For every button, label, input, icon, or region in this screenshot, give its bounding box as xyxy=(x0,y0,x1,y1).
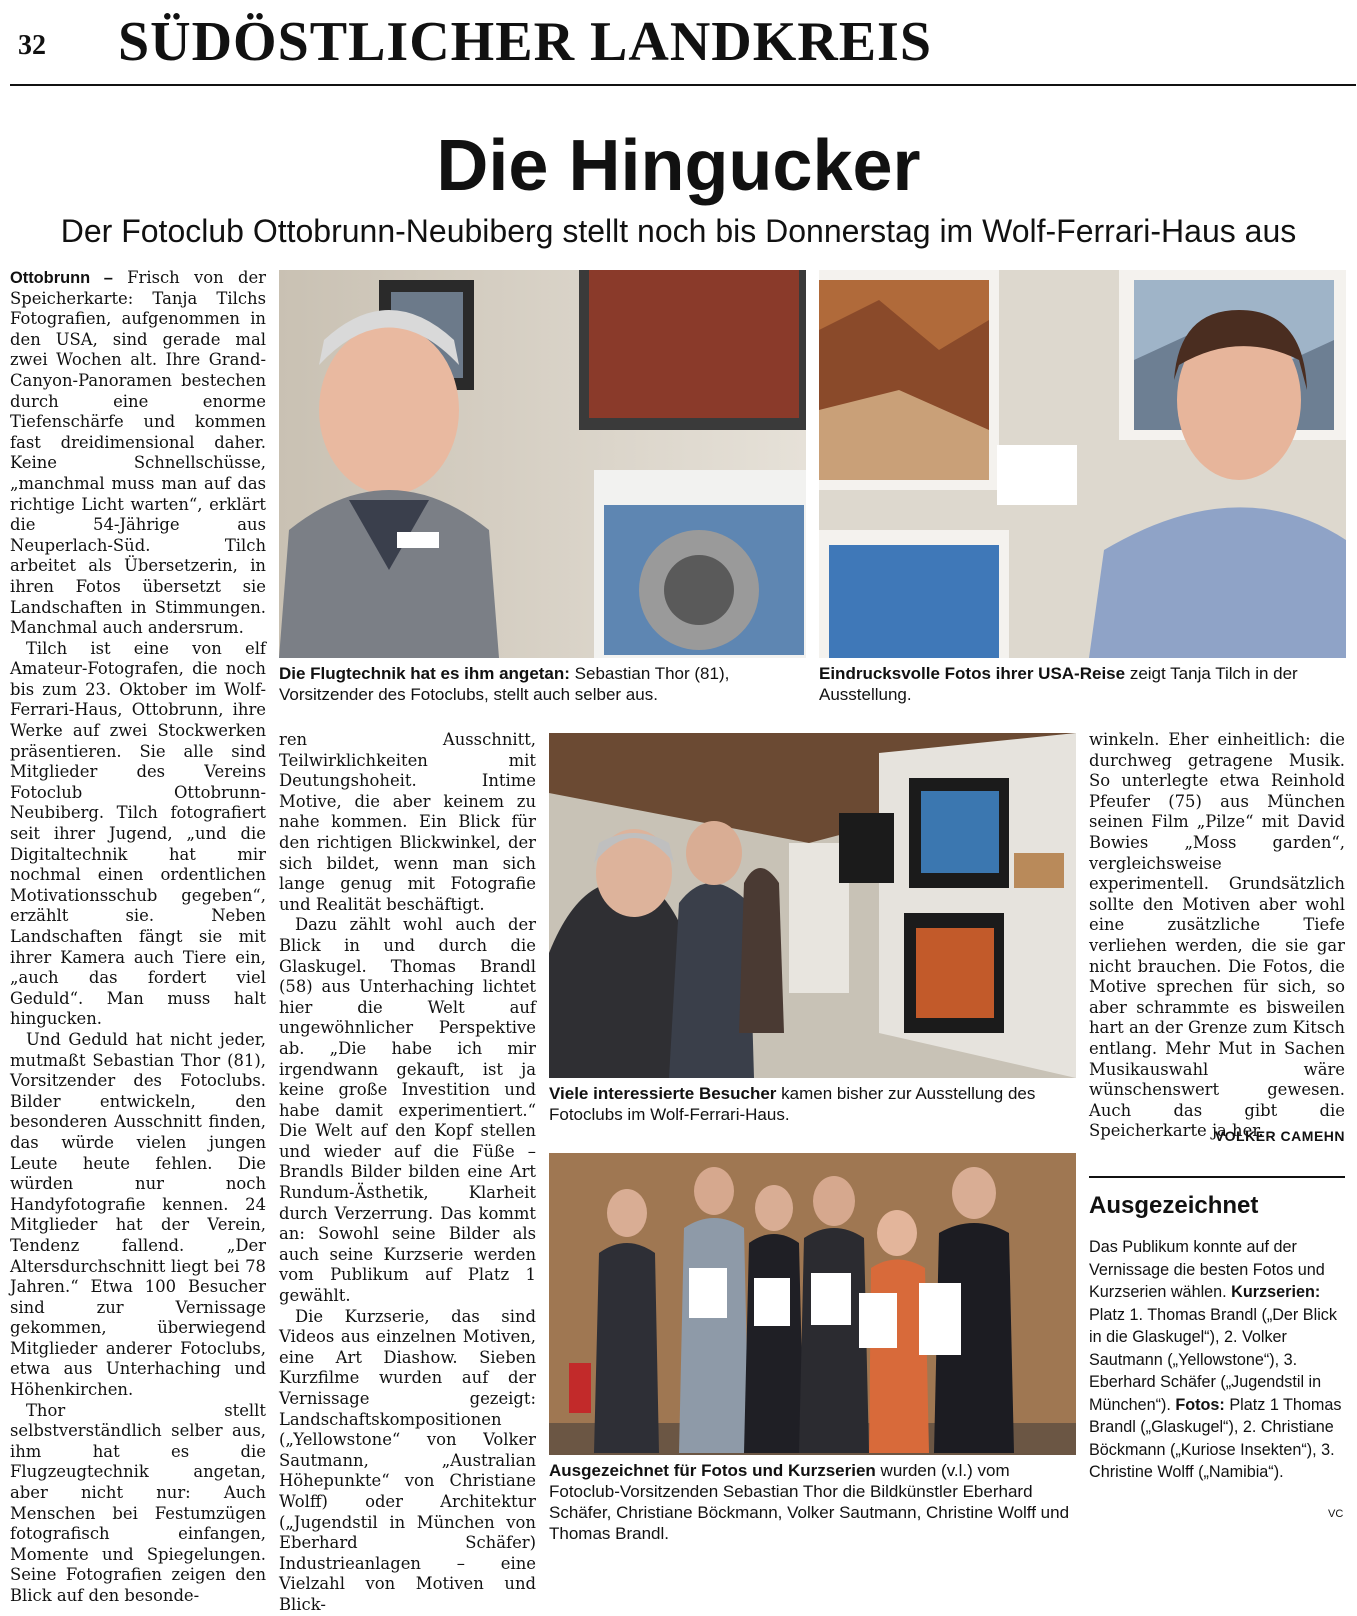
caption-text: zeigt Tanja Tilch in der Ausstellung. xyxy=(819,664,1298,704)
header-rule xyxy=(10,84,1356,86)
caption-bold: Eindrucksvolle Fotos ihrer USA-Reise xyxy=(819,664,1126,683)
paragraph: winkeln. Eher einheitlich: die durchweg getragene Musik. So unterlegte etwa Reinhold Pfeufer (75) aus München seinen Film „Pilze“ mit David Bowies „Moss garden“, vergleichsweise experimentell. Grundsätzlich sollte den Motiven aber wohl eine zusätzliche Tiefe verliehen werden, die sie gar nicht brauchen. Die Fotos, die Motive sprechen für sich, so aber schrammte es bisweilen hart an der Grenze zum Kitsch entlang. Mehr Mut in Sachen Musikauswahl wäre wünschenswert gewesen. Auch das gibt die Speicherkarte ja her. xyxy=(1089,730,1345,1141)
photo-visitors-image xyxy=(549,733,1076,1078)
photo-award-winners-image xyxy=(549,1153,1076,1455)
dateline: Ottobrunn – xyxy=(10,269,113,287)
column-2 xyxy=(279,730,536,1614)
author: VOLKER CAMEHN xyxy=(1214,1128,1345,1144)
photo-sebastian-thor xyxy=(279,270,806,658)
paragraph: Thor stellt selbstverständlich selber aus, ihm hat es die Flugzeugtechnik angetan, aber nicht nur: Auch Menschen bei Festumzügen fotografisch einfangen, Momente und Spiegelungen. Seine Fotografien zeigen den Blick auf den besonde- xyxy=(10,1400,266,1605)
caption-photo-4 xyxy=(549,1460,1076,1544)
infobox-photos-text: Platz 1 Thomas Brandl („Glaskugel“), 2. Christiane Böckmann („Kuriose Insekten“), 3. Christine Wolff („Namibia“). xyxy=(1089,1395,1342,1481)
subheadline: Der Fotoclub Ottobrunn-Neubiberg stellt noch bis Donnerstag im Wolf-Ferrari-Haus aus xyxy=(60,213,1297,249)
headline: Die Hingucker xyxy=(436,126,921,206)
infobox-rule xyxy=(1089,1176,1345,1178)
caption-photo-1 xyxy=(279,663,806,705)
page-number: 32 xyxy=(18,30,46,61)
infobox-series-text: Platz 1. Thomas Brandl („Der Blick in die Glaskugel“), 2. Volker Sautmann („Yellowstone“), 3. Eberhard Schäfer („Jugendstil in München“). xyxy=(1089,1305,1337,1414)
paragraph xyxy=(10,268,266,639)
paragraph: Und Geduld hat nicht jeder, mutmaßt Sebastian Thor (81), Vorsitzender des Fotoclubs. Bilder entwickeln, den besonderen Ausschnitt finden, das würde vielen jungen Leute heute fehlen. Die würden nur noch Handyfotografie kennen. 24 Mitglieder hat der Verein, Tendenz fallend. „Der Altersdurchschnitt liegt bei 78 Jahren.“ Etwa 100 Besucher sind zur Vernissage gekommen, überwiegend Mitglieder anderer Fotoclubs, etwa aus Unterhaching und Höhenkirchen. xyxy=(10,1029,266,1400)
infobox-series-label: Kurzserien: xyxy=(1231,1283,1321,1301)
photo-award-winners xyxy=(549,1153,1076,1455)
caption-photo-3 xyxy=(549,1083,1076,1125)
paragraph-text: Frisch von der Speicherkarte: Tanja Tilchs Fotografien, aufgenommen in den USA, sind gerade mal zwei Wochen alt. Ihre Grand-Canyon-Panoramen bestechen durch eine enorme Tiefenschärfe und kommen fast dreidimensional daher. Keine Schnellschüsse, „manchmal muss man auf das richtige Licht warten“, erklärt die 54-Jährige aus Neuperlach-Süd. Tilch arbeitet als Übersetzerin, in ihren Fotos übersetzt sie Landschaften in Stimmungen. Manchmal auch andersrum. xyxy=(10,268,266,638)
caption-text: wurden (v.l.) vom Fotoclub-Vorsitzenden Sebastian Thor die Bildkünstler Eberhard Schäfer, Christiane Böckmann, Volker Sautmann, Christine Wolff und Thomas Brandl. xyxy=(549,1461,1070,1543)
infobox-initials: VC xyxy=(1328,1508,1344,1520)
caption-text: kamen bisher zur Ausstellung des Fotoclubs im Wolf-Ferrari-Haus. xyxy=(549,1084,1036,1124)
paragraph: Die Kurzserie, das sind Videos aus einzelnen Motiven, eine Art Diashow. Sieben Kurzfilme wurden auf der Vernissage gezeigt: Landschaftskompositionen („Yellowstone“ von Volker Sautmann, „Australian Höhepunkte“ von Christiane Wolff) oder Architektur („Jugendstil in München von Eberhard Schäfer) Industrieanlagen – eine Vielzahl von Motiven und Blick- xyxy=(279,1306,536,1614)
caption-bold: Die Flugtechnik hat es ihm angetan: xyxy=(279,664,570,683)
caption-bold: Viele interessierte Besucher xyxy=(549,1084,777,1103)
photo-tanja-tilch xyxy=(819,270,1346,658)
section-title: SÜDÖSTLICHER LANDKREIS xyxy=(118,11,932,73)
caption-photo-2 xyxy=(819,663,1346,705)
infobox-text xyxy=(1089,1236,1345,1484)
paragraph: Tilch ist eine von elf Amateur-Fotografen, die noch bis zum 23. Oktober im Wolf-Ferrari-Haus, Ottobrunn, ihre Werke auf zwei Stockwerken präsentieren. Sie alle sind Mitglieder des Vereins Fotoclub Ottobrunn-Neubiberg. Tilch fotografiert seit ihrer Jugend, „und die Digitaltechnik hat mir nochmal einen ordentlichen Motivationsschub gegeben“, erzählt sie. Neben Landschaften fängt sie mit ihrer Kamera auch Tiere ein, „auch das fordert viel Geduld“. Man muss halt hingucken. xyxy=(10,638,266,1029)
infobox-intro: Das Publikum konnte auf der Vernissage die besten Fotos und Kurzserien wählen. xyxy=(1089,1238,1325,1301)
paragraph: ren Ausschnitt, Teilwirklichkeiten mit Deutungshoheit. Intime Motive, die aber keinem zu nahe kommen. Ein Blick für den richtigen Blickwinkel, der sich bildet, wenn man sich lange genug mit Fotografie und Realität beschäftigt. xyxy=(279,730,536,914)
caption-bold: Ausgezeichnet für Fotos und Kurzserien xyxy=(549,1461,876,1480)
paragraph: Dazu zählt wohl auch der Blick in und durch die Glaskugel. Thomas Brandl (58) aus Unterhaching lichtet hier die Welt auf ungewöhnlicher Perspektive ab. „Die habe ich mir irgendwann gekauft, ist ja keine große Investition und habe damit experimentiert.“ Die Welt auf den Kopf stellen und wieder auf die Füße – Brandls Bilder bilden eine Art Rundum-Ästhetik, Klarheit durch Verzerrung. Das kommt an: Sowohl seine Bilder als auch seine Kurzserie werden vom Publikum auf Platz 1 gewählt. xyxy=(279,915,536,1306)
photo-sebastian-thor-image xyxy=(279,270,806,658)
photo-visitors xyxy=(549,733,1076,1078)
infobox-photos-label: Fotos: xyxy=(1175,1395,1225,1414)
column-4 xyxy=(1089,730,1345,1142)
column-1 xyxy=(10,268,266,1605)
photo-tanja-tilch-image xyxy=(819,270,1346,658)
infobox-title: Ausgezeichnet xyxy=(1089,1192,1259,1219)
caption-text: Sebastian Thor (81), Vorsitzender des Fotoclubs, stellt auch selber aus. xyxy=(279,664,730,704)
